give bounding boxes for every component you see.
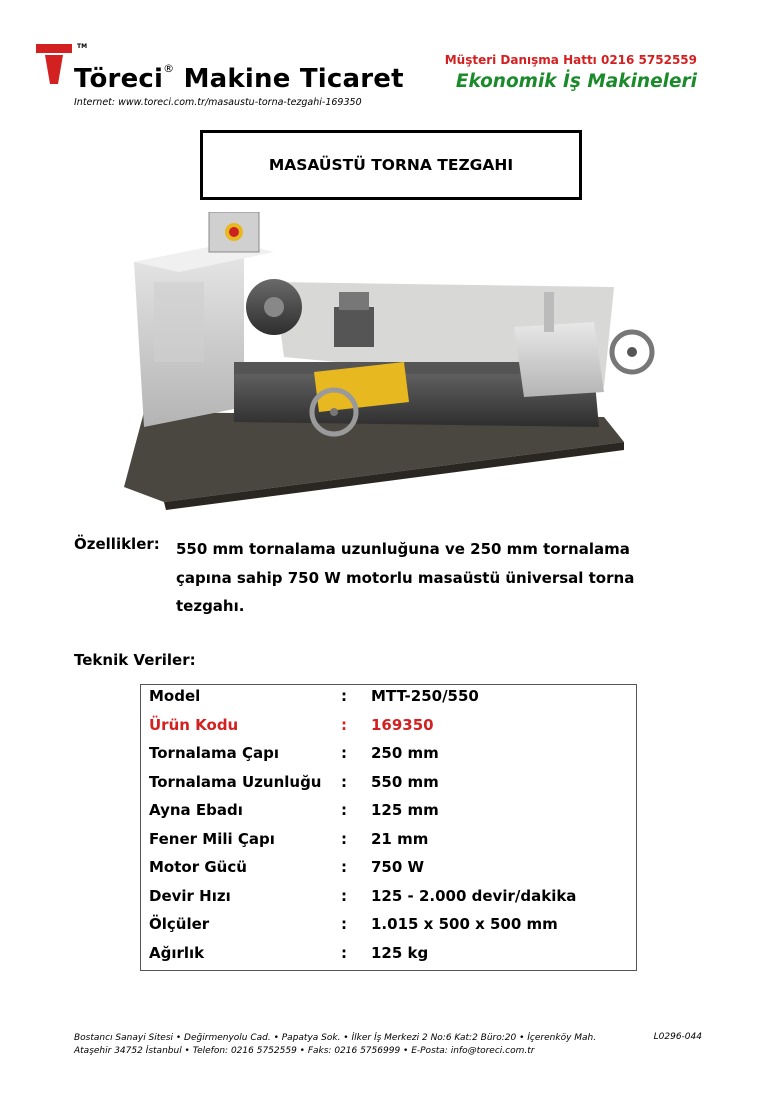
spec-separator: : xyxy=(341,801,347,819)
company-name-suffix: Makine Ticaret xyxy=(183,64,404,94)
registered-mark: ® xyxy=(163,62,175,75)
spec-value: 125 kg xyxy=(371,943,429,962)
spec-separator: : xyxy=(341,772,347,791)
spec-separator: : xyxy=(341,943,347,962)
technical-data-label: Teknik Veriler: xyxy=(74,651,196,669)
hotline-text: Müşteri Danışma Hattı 0216 5752559 xyxy=(444,53,697,67)
spec-separator: : xyxy=(341,715,347,734)
spec-key: Ağırlık xyxy=(149,943,205,962)
spec-key: Model xyxy=(149,687,201,705)
spec-value: 550 mm xyxy=(371,772,439,791)
spec-key: Ayna Ebadı xyxy=(149,801,243,819)
spec-key: Fener Mili Çapı xyxy=(149,829,275,848)
spec-separator: : xyxy=(341,829,347,848)
spec-key: Tornalama Çapı xyxy=(149,744,279,762)
spec-value: 250 mm xyxy=(371,744,439,762)
features-line: 550 mm tornalama uzunluğuna ve 250 mm tornalama xyxy=(176,540,630,558)
spec-key: Motor Gücü xyxy=(149,858,247,876)
page-title: MASAÜSTÜ TORNA TEZGAHI xyxy=(268,156,514,174)
spec-value: 1.015 x 500 x 500 mm xyxy=(371,915,558,933)
footer-line: Bostancı Sanayi Sitesi • Değirmenyolu Cad. • Papatya Sok. • İlker İş Merkezi 2 No:6 Kat:2 Büro:20 • İçerenköy Mah. xyxy=(74,1033,597,1043)
spec-separator: : xyxy=(341,915,347,933)
features-line: tezgahı. xyxy=(176,597,245,615)
spec-value: 125 mm xyxy=(371,801,439,819)
spec-value: 750 W xyxy=(371,858,425,876)
spec-value: 169350 xyxy=(371,715,434,734)
trademark-mark: TM xyxy=(77,43,88,50)
spec-key: Tornalama Uzunluğu xyxy=(149,772,322,791)
toreci-logo-icon xyxy=(36,44,72,84)
features-line: çapına sahip 750 W motorlu masaüstü üniversal torna xyxy=(176,568,635,587)
title-box xyxy=(200,130,582,200)
features-text xyxy=(176,535,676,621)
spec-key: Ürün Kodu xyxy=(149,715,239,734)
spec-value: 125 - 2.000 devir/dakika xyxy=(371,886,577,905)
spec-separator: : xyxy=(341,744,347,762)
features-label: Özellikler: xyxy=(74,535,160,553)
footer-line: Ataşehir 34752 İstanbul • Telefon: 0216 5752559 • Faks: 0216 5756999 • E-Posta: info@toreci.com.tr xyxy=(74,1046,535,1056)
company-name xyxy=(74,64,404,94)
company-name-main: Töreci xyxy=(74,64,164,94)
document-code: L0296-044 xyxy=(653,1032,702,1042)
spec-separator: : xyxy=(341,886,347,905)
footer-address xyxy=(74,1032,596,1058)
spec-value: MTT-250/550 xyxy=(371,687,479,705)
spec-separator: : xyxy=(341,858,347,876)
product-image xyxy=(124,212,656,512)
spec-separator: : xyxy=(341,687,347,705)
spec-key: Ölçüler xyxy=(149,915,210,933)
website-link[interactable]: Internet: www.toreci.com.tr/masaustu-torna-tezgahi-169350 xyxy=(74,97,362,108)
spec-key: Devir Hızı xyxy=(149,886,231,905)
spec-table xyxy=(140,684,637,971)
spec-value: 21 mm xyxy=(371,829,429,848)
slogan-text: Ekonomik İş Makineleri xyxy=(455,71,697,92)
